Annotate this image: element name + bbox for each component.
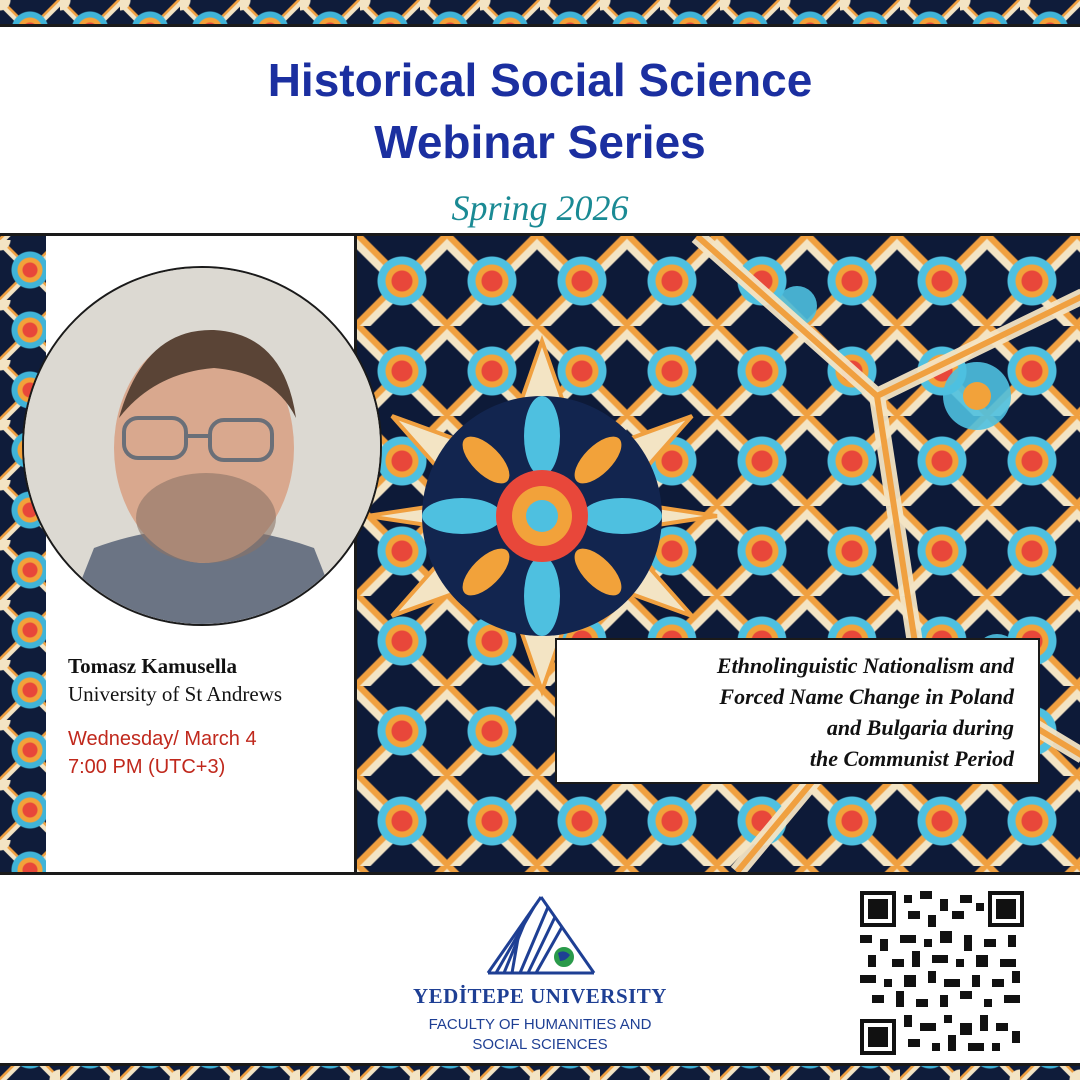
university-name: YEDİTEPE UNIVERSITY [413, 984, 667, 1008]
talk-title-line: Ethnolinguistic Nationalism and [716, 653, 1014, 678]
faculty-name-line1: FACULTY OF HUMANITIES AND [428, 1016, 652, 1033]
faculty-name-line2: SOCIAL SCIENCES [472, 1036, 608, 1053]
university-logo-icon [486, 895, 596, 977]
event-time: 7:00 PM (UTC+3) [68, 756, 226, 778]
talk-title-line: and Bulgaria during [826, 715, 1014, 740]
speaker-affiliation: University of St Andrews [68, 682, 283, 706]
speaker-portrait [22, 266, 382, 626]
season-subtitle: Spring 2026 [451, 188, 629, 228]
speaker-name: Tomasz Kamusella [68, 654, 237, 678]
talk-title-line: Forced Name Change in Poland [719, 684, 1014, 709]
page-title-line2: Webinar Series [374, 116, 706, 168]
header [0, 24, 1080, 236]
event-date: Wednesday/ March 4 [68, 728, 257, 750]
talk-title-box [555, 638, 1040, 784]
page-title-line1: Historical Social Science [267, 54, 813, 106]
speaker-photo [24, 268, 380, 624]
talk-title-line: the Communist Period [809, 746, 1014, 771]
